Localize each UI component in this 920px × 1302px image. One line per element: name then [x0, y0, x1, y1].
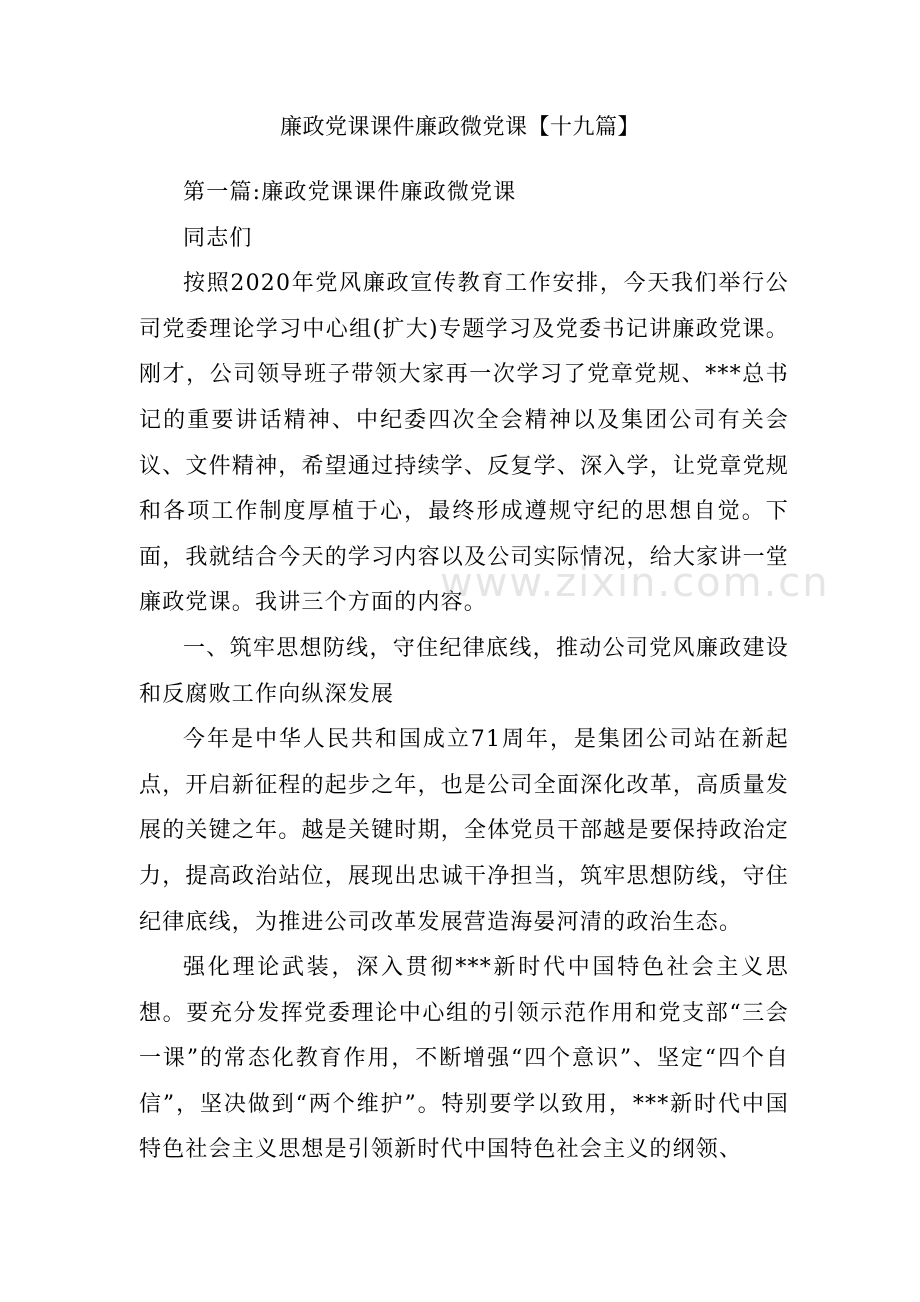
watermark: www.zixin.com.cn [440, 560, 830, 606]
paragraph-body-2: 强化理论武装，深入贯彻***新时代中国特色社会主义思想。要充分发挥党委理论中心组的引领示范作用和党支部“三会一课”的常态化教育作用，不断增强“四个意识”、坚定“四个自信”，坚决做到“两个维护”。特别要学以致用，***新时代中国特色社会主义思想是引领新时代中国特色社会主义的纲领、 [139, 955, 789, 1163]
document-body [139, 170, 789, 1173]
paragraph-section-heading: 一、筑牢思想防线，守住纪律底线，推动公司党风廉政建设和反腐败工作向纵深发展 [139, 635, 789, 707]
paragraph-intro: 按照2020年党风廉政宣传教育工作安排，今天我们举行公司党委理论学习中心组(扩大)专题学习及党委书记讲廉政党课。刚才，公司领导班子带领大家再一次学习了党章党规、***总书记的重要讲话精神、中纪委四次全会精神以及集团公司有关会议、文件精神，希望通过持续学、反复学、深入学，让党章党规和各项工作制度厚植于心，最终形成遵规守纪的思想自觉。下面，我就结合今天的学习内容以及公司实际情况，给大家讲一堂廉政党课。我讲三个方面的内容。 [139, 271, 789, 616]
paragraph-salutation: 同志们 [183, 225, 253, 251]
paragraph-chapter-heading: 第一篇:廉政党课课件廉政微党课 [183, 180, 517, 205]
paragraph-body-1: 今年是中华人民共和国成立71周年，是集团公司站在新起点，开启新征程的起步之年，也是公司全面深化改革，高质量发展的关键之年。越是关键时期，全体党员干部越是要保持政治定力，提高政治站位，展现出忠诚干净担当，筑牢思想防线，守住纪律底线，为推进公司改革发展营造海晏河清的政治生态。 [139, 727, 789, 935]
document-title: 廉政党课课件廉政微党课【十九篇】 [279, 115, 640, 140]
